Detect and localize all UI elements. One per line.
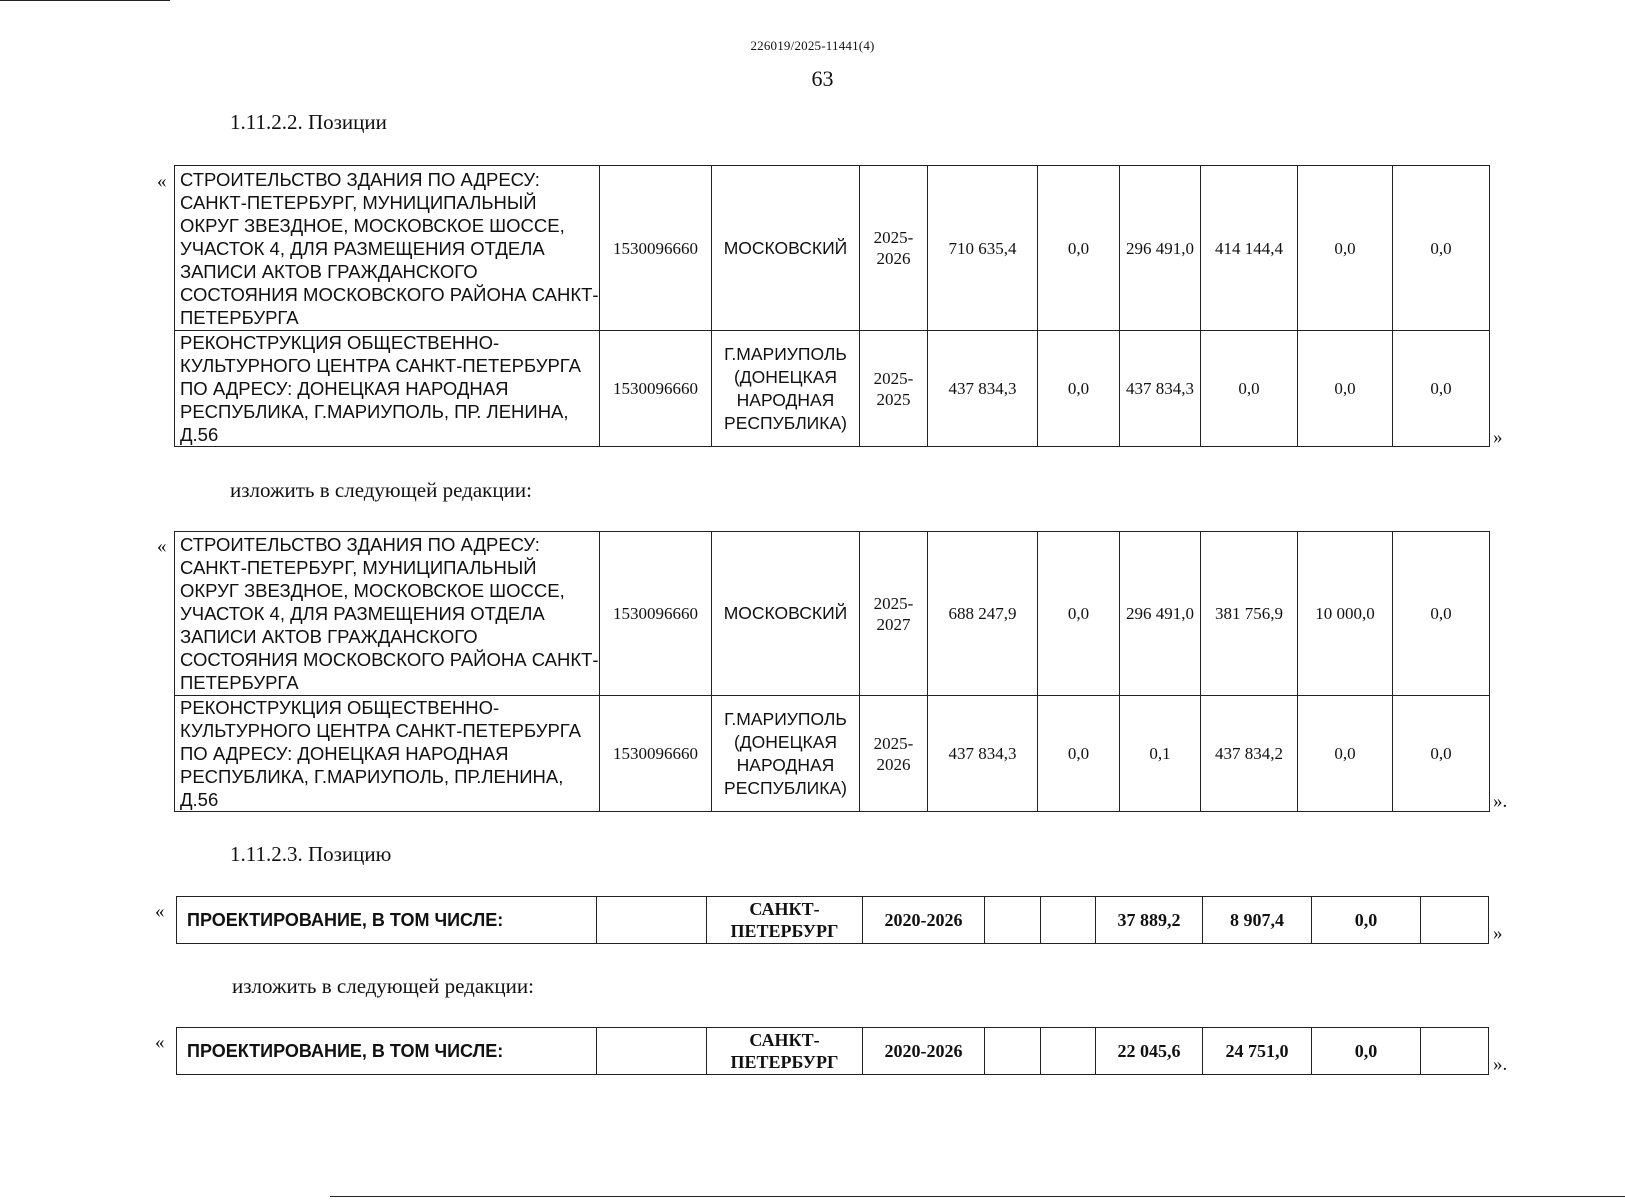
amount-cell: 10 000,0 [1298,532,1393,696]
amount-cell [985,897,1041,944]
scan-edge-line-bottom [330,1196,1625,1197]
open-quote: « [157,536,167,557]
table-row [177,1028,1489,1075]
amount-cell: 0,0 [1393,532,1490,696]
amount-cell [1041,897,1096,944]
code-cell [597,897,707,944]
table-row [175,696,1490,812]
amount-cell: 24 751,0 [1203,1028,1312,1075]
code-cell: 1530096660 [600,166,712,331]
close-quote: ». [1493,791,1508,812]
total-cell: 437 834,3 [928,696,1038,812]
years-cell: 2025-2025 [860,331,928,447]
district-cell: САНКТ-ПЕТЕРБУРГ [707,1028,863,1075]
position-name-cell: РЕКОНСТРУКЦИЯ ОБЩЕСТВЕННО-КУЛЬТУРНОГО ЦЕНТРА САНКТ-ПЕТЕРБУРГА ПО АДРЕСУ: ДОНЕЦКАЯ НАРОДНАЯ РЕСПУБЛИКА, Г.МАРИУПОЛЬ, ПР. ЛЕНИНА, Д.56 [175,331,600,447]
amount-cell: 437 834,3 [1120,331,1201,447]
amount-cell: 437 834,2 [1201,696,1298,812]
district-cell: МОСКОВСКИЙ [712,532,860,696]
amount-cell: 8 907,4 [1203,897,1312,944]
amount-cell: 0,0 [1038,166,1120,331]
code-cell: 1530096660 [600,696,712,812]
amount-cell: 381 756,9 [1201,532,1298,696]
years-cell: 2020-2026 [863,1028,985,1075]
open-quote: « [155,901,165,922]
district-cell: Г.МАРИУПОЛЬ (ДОНЕЦКАЯ НАРОДНАЯ РЕСПУБЛИКА) [712,696,860,812]
amount-cell: 0,0 [1298,331,1393,447]
district-cell: МОСКОВСКИЙ [712,166,860,331]
amount-cell: 22 045,6 [1096,1028,1203,1075]
position-name-cell: СТРОИТЕЛЬСТВО ЗДАНИЯ ПО АДРЕСУ: САНКТ-ПЕТЕРБУРГ, МУНИЦИПАЛЬНЫЙ ОКРУГ ЗВЕЗДНОЕ, МОСКОВСКОЕ ШОССЕ, УЧАСТОК 4, ДЛЯ РАЗМЕЩЕНИЯ ОТДЕЛА ЗАПИСИ АКТОВ ГРАЖДАНСКОГО СОСТОЯНИЯ МОСКОВСКОГО РАЙОНА САНКТ-ПЕТЕРБУРГА [175,166,600,331]
amount-cell [1041,1028,1096,1075]
years-cell: 2020-2026 [863,897,985,944]
amount-cell: 0,0 [1393,331,1490,447]
amount-cell [1421,897,1489,944]
close-quote: » [1493,923,1503,944]
amount-cell: 37 889,2 [1096,897,1203,944]
amount-cell: 0,1 [1120,696,1201,812]
old-design-table [176,896,1489,944]
amount-cell: 0,0 [1298,696,1393,812]
amount-cell: 0,0 [1201,331,1298,447]
old-positions-table [174,165,1490,447]
amount-cell: 296 491,0 [1120,532,1201,696]
transition-text: изложить в следующей редакции: [232,974,534,998]
amount-cell: 296 491,0 [1120,166,1201,331]
new-positions-table [174,531,1490,812]
amount-cell: 0,0 [1038,532,1120,696]
district-cell: Г.МАРИУПОЛЬ (ДОНЕЦКАЯ НАРОДНАЯ РЕСПУБЛИКА) [712,331,860,447]
total-cell: 688 247,9 [928,532,1038,696]
amount-cell: 0,0 [1038,331,1120,447]
amount-cell: 0,0 [1393,166,1490,331]
document-number: 226019/2025-11441(4) [750,38,875,53]
years-cell: 2025-2026 [860,696,928,812]
section-heading-position: 1.11.2.3. Позицию [230,842,392,866]
amount-cell: 0,0 [1298,166,1393,331]
position-name-cell: ПРОЕКТИРОВАНИЕ, В ТОМ ЧИСЛЕ: [177,897,597,944]
new-design-table [176,1027,1489,1075]
open-quote: « [155,1032,165,1053]
table-row [177,897,1489,944]
position-name-cell: РЕКОНСТРУКЦИЯ ОБЩЕСТВЕННО-КУЛЬТУРНОГО ЦЕНТРА САНКТ-ПЕТЕРБУРГА ПО АДРЕСУ: ДОНЕЦКАЯ НАРОДНАЯ РЕСПУБЛИКА, Г.МАРИУПОЛЬ, ПР.ЛЕНИНА, Д.56 [175,696,600,812]
transition-text: изложить в следующей редакции: [230,478,532,502]
amount-cell: 0,0 [1393,696,1490,812]
close-quote: ». [1493,1054,1508,1075]
amount-cell: 0,0 [1312,897,1421,944]
table-row [175,166,1490,331]
position-name-cell: ПРОЕКТИРОВАНИЕ, В ТОМ ЧИСЛЕ: [177,1028,597,1075]
amount-cell: 414 144,4 [1201,166,1298,331]
years-cell: 2025-2026 [860,166,928,331]
amount-cell [1421,1028,1489,1075]
amount-cell [985,1028,1041,1075]
district-cell: САНКТ-ПЕТЕРБУРГ [707,897,863,944]
table-row [175,532,1490,696]
close-quote: » [1493,427,1503,448]
amount-cell: 0,0 [1038,696,1120,812]
amount-cell: 0,0 [1312,1028,1421,1075]
scan-edge-line-top [0,0,170,1]
years-cell: 2025-2027 [860,532,928,696]
code-cell: 1530096660 [600,532,712,696]
total-cell: 710 635,4 [928,166,1038,331]
code-cell [597,1028,707,1075]
open-quote: « [157,171,167,192]
position-name-cell: СТРОИТЕЛЬСТВО ЗДАНИЯ ПО АДРЕСУ: САНКТ-ПЕТЕРБУРГ, МУНИЦИПАЛЬНЫЙ ОКРУГ ЗВЕЗДНОЕ, МОСКОВСКОЕ ШОССЕ, УЧАСТОК 4, ДЛЯ РАЗМЕЩЕНИЯ ОТДЕЛА ЗАПИСИ АКТОВ ГРАЖДАНСКОГО СОСТОЯНИЯ МОСКОВСКОГО РАЙОНА САНКТ-ПЕТЕРБУРГА [175,532,600,696]
total-cell: 437 834,3 [928,331,1038,447]
table-row [175,331,1490,447]
code-cell: 1530096660 [600,331,712,447]
page-number: 63 [811,66,834,91]
section-heading-positions: 1.11.2.2. Позиции [230,110,387,134]
